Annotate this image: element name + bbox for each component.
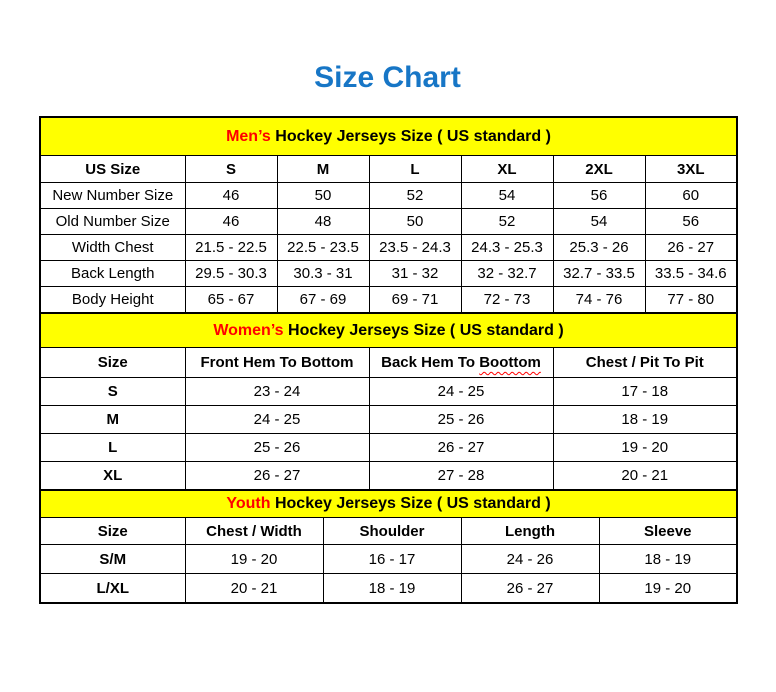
table-cell: 56 xyxy=(553,183,645,209)
table-row xyxy=(40,545,737,574)
table-row xyxy=(40,183,737,209)
table-cell: 25.3 - 26 xyxy=(553,235,645,261)
womens-section-title-rest: Hockey Jerseys Size ( US standard ) xyxy=(283,321,564,339)
youth-size-table xyxy=(39,489,738,604)
size-chart-page xyxy=(39,60,736,604)
womens-section-header-row xyxy=(40,313,737,348)
table-cell: 33.5 - 34.6 xyxy=(645,261,737,287)
youth-section-header-row xyxy=(40,490,737,518)
row-label: New Number Size xyxy=(40,183,185,209)
row-label: Width Chest xyxy=(40,235,185,261)
youth-section-title xyxy=(40,490,737,518)
table-cell: 19 - 20 xyxy=(553,434,737,462)
mens-section-title xyxy=(40,117,737,156)
table-cell: 26 - 27 xyxy=(461,574,599,604)
table-cell: 65 - 67 xyxy=(185,287,277,314)
column-header: M xyxy=(277,156,369,183)
column-header: 3XL xyxy=(645,156,737,183)
table-row xyxy=(40,574,737,604)
column-header: L xyxy=(369,156,461,183)
column-header: US Size xyxy=(40,156,185,183)
table-cell: 74 - 76 xyxy=(553,287,645,314)
table-cell: 29.5 - 30.3 xyxy=(185,261,277,287)
table-cell: 19 - 20 xyxy=(185,545,323,574)
mens-size-table xyxy=(39,116,738,314)
column-header: Chest / Pit To Pit xyxy=(553,348,737,378)
column-header: Front Hem To Bottom xyxy=(185,348,369,378)
mens-section-title-prefix: Men’s xyxy=(226,127,271,145)
table-cell: 23.5 - 24.3 xyxy=(369,235,461,261)
column-header: Size xyxy=(40,348,185,378)
table-row xyxy=(40,287,737,314)
row-label: L xyxy=(40,434,185,462)
table-cell: 56 xyxy=(645,209,737,235)
table-row xyxy=(40,235,737,261)
column-header-misspelled xyxy=(369,348,553,378)
table-cell: 25 - 26 xyxy=(185,434,369,462)
table-cell: 54 xyxy=(461,183,553,209)
table-cell: 50 xyxy=(369,209,461,235)
youth-section-title-prefix: Youth xyxy=(226,495,271,512)
table-cell: 21.5 - 22.5 xyxy=(185,235,277,261)
table-cell: 46 xyxy=(185,209,277,235)
table-cell: 26 - 27 xyxy=(645,235,737,261)
table-cell: 26 - 27 xyxy=(185,462,369,491)
column-header: Length xyxy=(461,518,599,545)
table-row xyxy=(40,462,737,491)
mens-column-header-row xyxy=(40,156,737,183)
column-header: Shoulder xyxy=(323,518,461,545)
table-cell: 52 xyxy=(369,183,461,209)
column-header: XL xyxy=(461,156,553,183)
mens-section-title-rest: Hockey Jerseys Size ( US standard ) xyxy=(270,127,551,145)
row-label: L/XL xyxy=(40,574,185,604)
table-cell: 18 - 19 xyxy=(323,574,461,604)
table-cell: 19 - 20 xyxy=(599,574,737,604)
table-cell: 20 - 21 xyxy=(185,574,323,604)
column-header: S xyxy=(185,156,277,183)
table-cell: 27 - 28 xyxy=(369,462,553,491)
table-row xyxy=(40,406,737,434)
table-cell: 50 xyxy=(277,183,369,209)
page-title: Size Chart xyxy=(314,61,461,94)
table-cell: 22.5 - 23.5 xyxy=(277,235,369,261)
column-header: 2XL xyxy=(553,156,645,183)
table-cell: 32.7 - 33.5 xyxy=(553,261,645,287)
row-label: S/M xyxy=(40,545,185,574)
table-cell: 77 - 80 xyxy=(645,287,737,314)
column-header: Chest / Width xyxy=(185,518,323,545)
table-cell: 18 - 19 xyxy=(553,406,737,434)
row-label: Old Number Size xyxy=(40,209,185,235)
row-label: S xyxy=(40,378,185,406)
table-cell: 31 - 32 xyxy=(369,261,461,287)
table-cell: 24 - 25 xyxy=(185,406,369,434)
table-cell: 18 - 19 xyxy=(599,545,737,574)
table-cell: 23 - 24 xyxy=(185,378,369,406)
womens-size-table xyxy=(39,312,738,491)
table-row xyxy=(40,209,737,235)
row-label: XL xyxy=(40,462,185,491)
table-cell: 24 - 26 xyxy=(461,545,599,574)
table-row xyxy=(40,378,737,406)
table-cell: 26 - 27 xyxy=(369,434,553,462)
mens-section-header-row xyxy=(40,117,737,156)
table-cell: 67 - 69 xyxy=(277,287,369,314)
table-cell: 25 - 26 xyxy=(369,406,553,434)
table-cell: 20 - 21 xyxy=(553,462,737,491)
column-header: Size xyxy=(40,518,185,545)
table-cell: 24 - 25 xyxy=(369,378,553,406)
table-cell: 48 xyxy=(277,209,369,235)
womens-column-header-row xyxy=(40,348,737,378)
table-cell: 60 xyxy=(645,183,737,209)
table-cell: 46 xyxy=(185,183,277,209)
youth-section-title-rest: Hockey Jerseys Size ( US standard ) xyxy=(270,495,551,512)
table-row xyxy=(40,261,737,287)
womens-section-title-prefix: Women’s xyxy=(213,321,284,339)
table-cell: 30.3 - 31 xyxy=(277,261,369,287)
table-cell: 54 xyxy=(553,209,645,235)
table-row xyxy=(40,434,737,462)
row-label: M xyxy=(40,406,185,434)
misspelled-word: Boottom xyxy=(479,354,541,371)
youth-column-header-row xyxy=(40,518,737,545)
table-cell: 24.3 - 25.3 xyxy=(461,235,553,261)
table-cell: 69 - 71 xyxy=(369,287,461,314)
table-cell: 72 - 73 xyxy=(461,287,553,314)
column-header: Sleeve xyxy=(599,518,737,545)
column-header-text: Back Hem To xyxy=(381,354,480,371)
row-label: Back Length xyxy=(40,261,185,287)
table-cell: 17 - 18 xyxy=(553,378,737,406)
row-label: Body Height xyxy=(40,287,185,314)
table-cell: 16 - 17 xyxy=(323,545,461,574)
table-cell: 52 xyxy=(461,209,553,235)
table-cell: 32 - 32.7 xyxy=(461,261,553,287)
womens-section-title xyxy=(40,313,737,348)
